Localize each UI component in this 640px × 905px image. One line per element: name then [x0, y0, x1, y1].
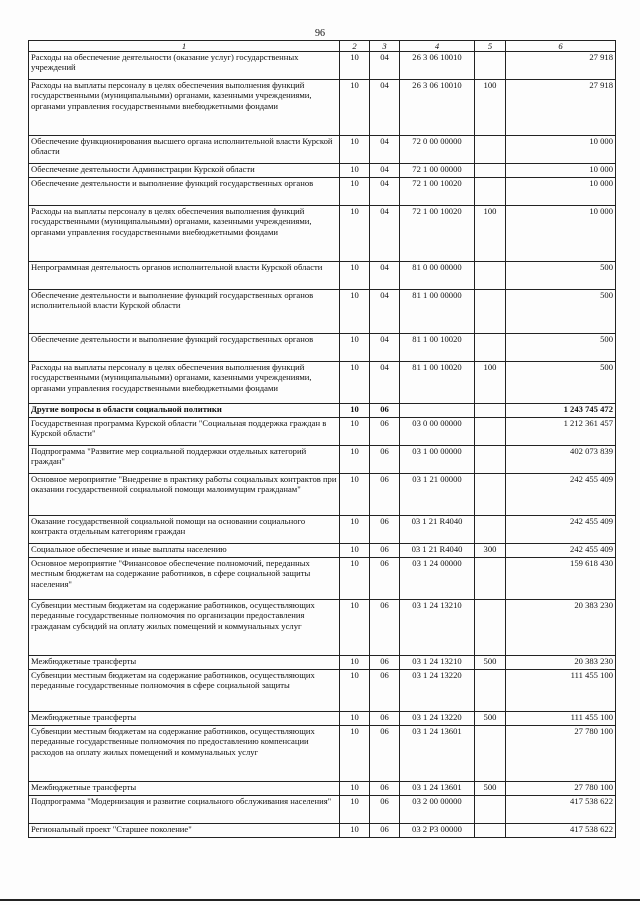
cell-section: 10: [340, 80, 370, 136]
cell-expense-type: [475, 558, 506, 600]
header-col-5: 5: [475, 41, 506, 52]
cell-name: Субвенции местным бюджетам на содержание работников, осуществляющих переданные государственные полномочия по предоставлению компенсации расходов на оплату жилых помещений и коммунальных услуг: [29, 726, 340, 782]
cell-name: Расходы на обеспечение деятельности (оказание услуг) государственных учреждений: [29, 52, 340, 80]
cell-expense-type: 500: [475, 782, 506, 796]
cell-subsection: 06: [370, 446, 400, 474]
cell-amount: 10 000: [506, 178, 616, 206]
cell-expense-type: 100: [475, 80, 506, 136]
cell-section: 10: [340, 262, 370, 290]
table-row: [29, 544, 616, 558]
cell-target-article: 81 1 00 10020: [400, 362, 475, 404]
table-row: [29, 446, 616, 474]
table-row: [29, 656, 616, 670]
cell-target-article: 03 1 24 13601: [400, 726, 475, 782]
table-row: [29, 334, 616, 362]
table-row: [29, 516, 616, 544]
cell-expense-type: [475, 670, 506, 712]
cell-expense-type: [475, 178, 506, 206]
cell-subsection: 06: [370, 726, 400, 782]
cell-subsection: 06: [370, 516, 400, 544]
cell-target-article: 03 1 21 R4040: [400, 516, 475, 544]
cell-name: Обеспечение функционирования высшего органа исполнительной власти Курской области: [29, 136, 340, 164]
cell-name: Региональный проект "Старшее поколение": [29, 824, 340, 838]
cell-subsection: 06: [370, 796, 400, 824]
cell-expense-type: 300: [475, 544, 506, 558]
cell-name: Субвенции местным бюджетам на содержание работников, осуществляющих переданные государственные полномочия в сфере социальной защиты: [29, 670, 340, 712]
cell-subsection: 04: [370, 206, 400, 262]
table-row: [29, 404, 616, 418]
cell-target-article: 72 1 00 10020: [400, 178, 475, 206]
cell-amount: 111 455 100: [506, 670, 616, 712]
cell-subsection: 04: [370, 52, 400, 80]
cell-subsection: 06: [370, 544, 400, 558]
cell-expense-type: [475, 600, 506, 656]
cell-expense-type: [475, 474, 506, 516]
table-row: [29, 796, 616, 824]
cell-amount: 417 538 622: [506, 796, 616, 824]
cell-expense-type: [475, 164, 506, 178]
budget-table: [28, 40, 616, 838]
cell-target-article: 03 2 00 00000: [400, 796, 475, 824]
cell-expense-type: [475, 516, 506, 544]
cell-section: 10: [340, 726, 370, 782]
cell-name: Субвенции местным бюджетам на содержание работников, осуществляющих переданные государственные полномочия по организации предоставления гражданам субсидий на оплату жилых помещений и коммунальных услуг: [29, 600, 340, 656]
cell-name: Социальное обеспечение и иные выплаты населению: [29, 544, 340, 558]
cell-amount: 10 000: [506, 164, 616, 178]
cell-name: Обеспечение деятельности и выполнение функций государственных органов: [29, 334, 340, 362]
cell-subsection: 04: [370, 334, 400, 362]
header-col-1: 1: [29, 41, 340, 52]
page-number: 96: [315, 28, 325, 39]
cell-section: 10: [340, 290, 370, 334]
cell-subsection: 04: [370, 362, 400, 404]
cell-amount: 242 455 409: [506, 474, 616, 516]
cell-name: Подпрограмма "Модернизация и развитие социального обслуживания населения": [29, 796, 340, 824]
cell-subsection: 04: [370, 164, 400, 178]
table-row: [29, 164, 616, 178]
cell-expense-type: [475, 136, 506, 164]
table-row: [29, 712, 616, 726]
table-row: [29, 600, 616, 656]
cell-subsection: 04: [370, 290, 400, 334]
cell-target-article: 81 1 00 10020: [400, 334, 475, 362]
cell-target-article: 03 1 24 13210: [400, 656, 475, 670]
cell-target-article: 03 2 P3 00000: [400, 824, 475, 838]
cell-name: Основное мероприятие "Финансовое обеспечение полномочий, переданных местным бюджетам на содержание работников, в сфере социальной защиты населения": [29, 558, 340, 600]
cell-section: 10: [340, 670, 370, 712]
cell-amount: 500: [506, 334, 616, 362]
cell-target-article: 03 1 24 13210: [400, 600, 475, 656]
cell-expense-type: [475, 262, 506, 290]
table-row: [29, 418, 616, 446]
cell-subsection: 06: [370, 558, 400, 600]
cell-subsection: 04: [370, 262, 400, 290]
cell-subsection: 06: [370, 782, 400, 796]
cell-subsection: 06: [370, 712, 400, 726]
cell-expense-type: 100: [475, 362, 506, 404]
cell-name: Другие вопросы в области социальной политики: [29, 404, 340, 418]
cell-section: 10: [340, 164, 370, 178]
cell-section: 10: [340, 418, 370, 446]
cell-target-article: 26 3 06 10010: [400, 80, 475, 136]
table-row: [29, 206, 616, 262]
cell-target-article: 72 0 00 00000: [400, 136, 475, 164]
cell-section: 10: [340, 52, 370, 80]
cell-amount: 417 538 622: [506, 824, 616, 838]
cell-amount: 500: [506, 290, 616, 334]
cell-name: Обеспечение деятельности Администрации Курской области: [29, 164, 340, 178]
cell-amount: 1 243 745 472: [506, 404, 616, 418]
cell-expense-type: 500: [475, 712, 506, 726]
cell-subsection: 06: [370, 656, 400, 670]
table-row: [29, 136, 616, 164]
cell-amount: 500: [506, 262, 616, 290]
table-row: [29, 52, 616, 80]
cell-amount: 27 780 100: [506, 726, 616, 782]
cell-section: 10: [340, 600, 370, 656]
cell-expense-type: [475, 446, 506, 474]
cell-section: 10: [340, 362, 370, 404]
cell-section: 10: [340, 824, 370, 838]
cell-amount: 27 780 100: [506, 782, 616, 796]
cell-target-article: 03 1 00 00000: [400, 446, 475, 474]
cell-name: Расходы на выплаты персоналу в целях обеспечения выполнения функций государственными (муниципальными) органами, казенными учреждениями, органами управления государственными внебюджетными фондами: [29, 80, 340, 136]
table-row: [29, 824, 616, 838]
table-row: [29, 670, 616, 712]
cell-expense-type: [475, 334, 506, 362]
table-row: [29, 362, 616, 404]
cell-section: 10: [340, 404, 370, 418]
cell-expense-type: 100: [475, 206, 506, 262]
table-body: [29, 52, 616, 838]
cell-name: Расходы на выплаты персоналу в целях обеспечения выполнения функций государственными (муниципальными) органами, казенными учреждениями, органами управления государственными внебюджетными фондами: [29, 362, 340, 404]
cell-amount: 10 000: [506, 206, 616, 262]
cell-amount: 27 918: [506, 80, 616, 136]
cell-section: 10: [340, 446, 370, 474]
cell-section: 10: [340, 178, 370, 206]
cell-name: Оказание государственной социальной помощи на основании социального контракта отдельным категориям граждан: [29, 516, 340, 544]
cell-name: Подпрограмма "Развитие мер социальной поддержки отдельных категорий граждан": [29, 446, 340, 474]
cell-amount: 10 000: [506, 136, 616, 164]
cell-subsection: 06: [370, 404, 400, 418]
cell-target-article: 03 1 24 13220: [400, 670, 475, 712]
table-row: [29, 782, 616, 796]
cell-name: Государственная программа Курской области "Социальная поддержка граждан в Курской области": [29, 418, 340, 446]
cell-target-article: 03 1 24 13601: [400, 782, 475, 796]
cell-subsection: 04: [370, 136, 400, 164]
table-row: [29, 474, 616, 516]
header-col-6: 6: [506, 41, 616, 52]
table-row: [29, 558, 616, 600]
cell-name: Основное мероприятие "Внедрение в практику работы социальных контрактов при оказании государственной социальной помощи малоимущим гражданам": [29, 474, 340, 516]
cell-expense-type: 500: [475, 656, 506, 670]
cell-section: 10: [340, 558, 370, 600]
cell-section: 10: [340, 206, 370, 262]
cell-target-article: 03 1 21 00000: [400, 474, 475, 516]
cell-target-article: 81 1 00 00000: [400, 290, 475, 334]
cell-subsection: 06: [370, 418, 400, 446]
table-header-row: [29, 41, 616, 52]
cell-target-article: [400, 404, 475, 418]
table-row: [29, 262, 616, 290]
cell-amount: 500: [506, 362, 616, 404]
cell-expense-type: [475, 726, 506, 782]
cell-expense-type: [475, 418, 506, 446]
cell-name: Межбюджетные трансферты: [29, 782, 340, 796]
cell-name: Расходы на выплаты персоналу в целях обеспечения выполнения функций государственными (муниципальными) органами, казенными учреждениями, органами управления государственными внебюджетными фондами: [29, 206, 340, 262]
header-col-3: 3: [370, 41, 400, 52]
cell-section: 10: [340, 544, 370, 558]
cell-name: Межбюджетные трансферты: [29, 712, 340, 726]
cell-target-article: 72 1 00 10020: [400, 206, 475, 262]
cell-subsection: 04: [370, 80, 400, 136]
cell-amount: 27 918: [506, 52, 616, 80]
cell-subsection: 06: [370, 600, 400, 656]
cell-expense-type: [475, 404, 506, 418]
cell-amount: 242 455 409: [506, 516, 616, 544]
cell-section: 10: [340, 136, 370, 164]
cell-section: 10: [340, 782, 370, 796]
cell-target-article: 03 1 24 13220: [400, 712, 475, 726]
cell-target-article: 03 0 00 00000: [400, 418, 475, 446]
cell-expense-type: [475, 824, 506, 838]
cell-amount: 20 383 230: [506, 600, 616, 656]
header-col-2: 2: [340, 41, 370, 52]
cell-target-article: 03 1 24 00000: [400, 558, 475, 600]
cell-section: 10: [340, 516, 370, 544]
cell-section: 10: [340, 796, 370, 824]
cell-amount: 402 073 839: [506, 446, 616, 474]
header-col-4: 4: [400, 41, 475, 52]
cell-target-article: 81 0 00 00000: [400, 262, 475, 290]
cell-name: Обеспечение деятельности и выполнение функций государственных органов исполнительной власти Курской области: [29, 290, 340, 334]
cell-expense-type: [475, 290, 506, 334]
cell-amount: 111 455 100: [506, 712, 616, 726]
cell-amount: 20 383 230: [506, 656, 616, 670]
cell-amount: 159 618 430: [506, 558, 616, 600]
cell-subsection: 06: [370, 474, 400, 516]
cell-amount: 1 212 361 457: [506, 418, 616, 446]
cell-section: 10: [340, 712, 370, 726]
cell-section: 10: [340, 474, 370, 516]
cell-subsection: 06: [370, 670, 400, 712]
cell-name: Обеспечение деятельности и выполнение функций государственных органов: [29, 178, 340, 206]
cell-subsection: 04: [370, 178, 400, 206]
bottom-rule: [0, 899, 640, 901]
table-row: [29, 290, 616, 334]
cell-target-article: 03 1 21 R4040: [400, 544, 475, 558]
cell-amount: 242 455 409: [506, 544, 616, 558]
cell-target-article: 72 1 00 00000: [400, 164, 475, 178]
cell-target-article: 26 3 06 10010: [400, 52, 475, 80]
table-row: [29, 80, 616, 136]
table-row: [29, 726, 616, 782]
cell-expense-type: [475, 796, 506, 824]
table-row: [29, 178, 616, 206]
cell-expense-type: [475, 52, 506, 80]
cell-subsection: 06: [370, 824, 400, 838]
cell-name: Непрограммная деятельность органов исполнительной власти Курской области: [29, 262, 340, 290]
cell-section: 10: [340, 656, 370, 670]
cell-name: Межбюджетные трансферты: [29, 656, 340, 670]
cell-section: 10: [340, 334, 370, 362]
